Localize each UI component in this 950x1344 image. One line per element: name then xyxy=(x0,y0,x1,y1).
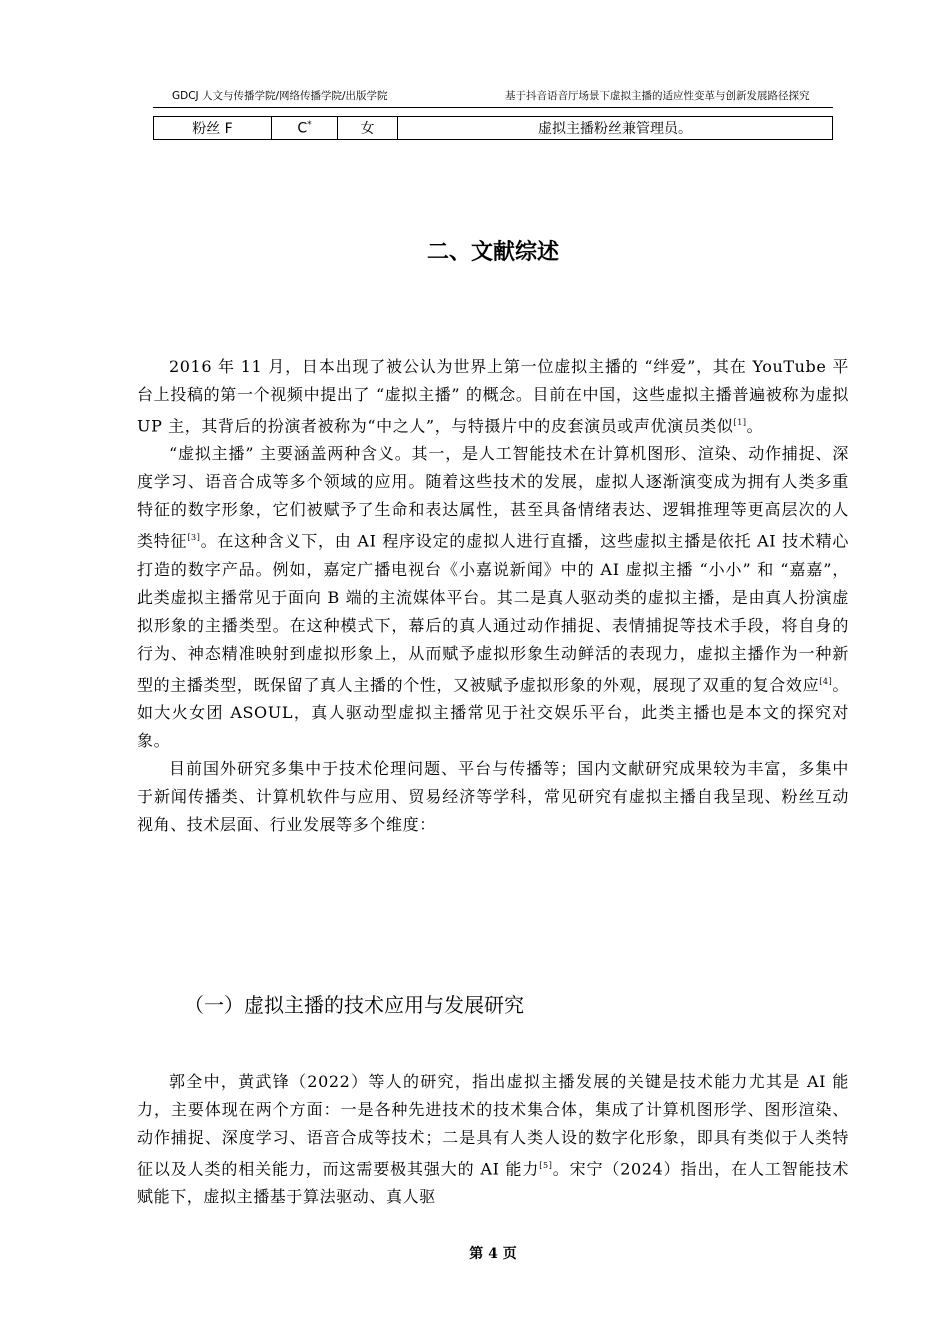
grade-value: C xyxy=(297,120,308,137)
paragraph-1 xyxy=(137,353,849,440)
paragraph-3: 目前国外研究多集中于技术伦理问题、平台与传播等；国内文献研究成果较为丰富，多集中于新闻传播类、计算机软件与应用、贸易经济等学科，常见研究有虚拟主播自我呈现、粉丝互动视角、技术层面、行业发展等多个维度： xyxy=(137,758,849,834)
paragraph-4-text-a: 郭全中，黄武锋（2022）等人的研究，指出虚拟主播发展的关键是技术能力尤其是 AI 能力，主要体现在两个方面：一是各种先进技术的技术集合体，集成了计算机图形学、图形渲染、动作捕捉、深度学习、语音合成等技术；二是具有人类人设的数字化形象，即具有类似于人类特征以及人类的相关能力，而这需要极其强大的 AI 能力 xyxy=(137,1072,849,1179)
subsection-title: （一）虚拟主播的技术应用与发展研究 xyxy=(184,993,524,1017)
table-row xyxy=(154,117,833,140)
header-rule xyxy=(153,107,833,108)
paragraph-1-end: 。 xyxy=(746,416,764,436)
citation-5: [5] xyxy=(539,1161,553,1170)
header-right-text: 基于抖音语音厅场景下虚拟主播的适应性变革与创新发展路径探究 xyxy=(505,90,810,102)
citation-4: [4] xyxy=(819,676,833,686)
paragraph-1-text: 2016 年 11 月，日本出现了被公认为世界上第一位虚拟主播的 “绊爱”，其在 YouTube 平台上投稿的第一个视频中提出了 “虚拟主播” 的概念。目前在中国，这些虚拟主播普遍被称为虚拟 UP 主，其背后的扮演者被称为“中之人”，与特摄片中的皮套演员或声优演员类似 xyxy=(137,357,849,436)
paragraph-2-text-a: “虚拟主播” 主要涵盖两种含义。其一，是人工智能技术在计算机图形、渲染、动作捕捉、深度学习、语音合成等多个领域的应用。随着这些技术的发展，虚拟人逐渐演变成为拥有人类多重特征的数字形象，它们被赋予了生命和表达属性，甚至具备情绪表达、逻辑推理等更高层次的人类特征 xyxy=(137,444,849,551)
paragraph-2-text-c: 。如大火女团 ASOUL，真人驱动型虚拟主播常见于社交娱乐平台，此类主播也是本文的探究对象。 xyxy=(137,674,849,750)
paragraph-2 xyxy=(137,440,849,755)
header-left-text: GDCJ 人文与传播学院/网络传播学院/出版学院 xyxy=(172,90,388,102)
citation-3: [3] xyxy=(187,533,201,543)
literature-review-body xyxy=(137,353,849,839)
table-cell-gender: 女 xyxy=(338,117,398,140)
paragraph-4 xyxy=(137,1068,849,1211)
interviewee-table xyxy=(153,116,833,140)
page-number: 第 4 页 xyxy=(469,1246,517,1262)
subsection-body xyxy=(137,1068,849,1211)
paragraph-4-text-b: 。宋宁（2024）指出，在人工智能技术赋能下，虚拟主播基于算法驱动、真人驱 xyxy=(137,1159,849,1207)
grade-mark: * xyxy=(307,119,312,130)
table-cell-description: 虚拟主播粉丝兼管理员。 xyxy=(398,117,833,140)
section-title: 二、文献综述 xyxy=(426,240,559,265)
citation-1: [1] xyxy=(733,418,747,427)
table-cell-name: 粉丝 F xyxy=(154,117,272,140)
paragraph-2-text-b: 。在这种含义下，由 AI 程序设定的虚拟人进行直播，这些虚拟主播是依托 AI 技术精心打造的数字产品。例如，嘉定广播电视台《小嘉说新闻》中的 AI 虚拟主播 “小小” 和 “嘉嘉”，此类虚拟主播常见于面向 B 端的主流媒体平台。其二是真人驱动类的虚拟主播，是由真人扮演虚拟形象的主播类型。在这种模式下，幕后的真人通过动作捕捉、表情捕捉等技术手段，将自身的行为、神态精准映射到虚拟形象上，从而赋予虚拟形象生动鲜活的表现力，虚拟主播作为一种新型的主播类型，既保留了真人主播的个性，又被赋予虚拟形象的外观，展现了双重的复合效应 xyxy=(137,531,849,694)
table-cell-grade xyxy=(272,117,338,140)
